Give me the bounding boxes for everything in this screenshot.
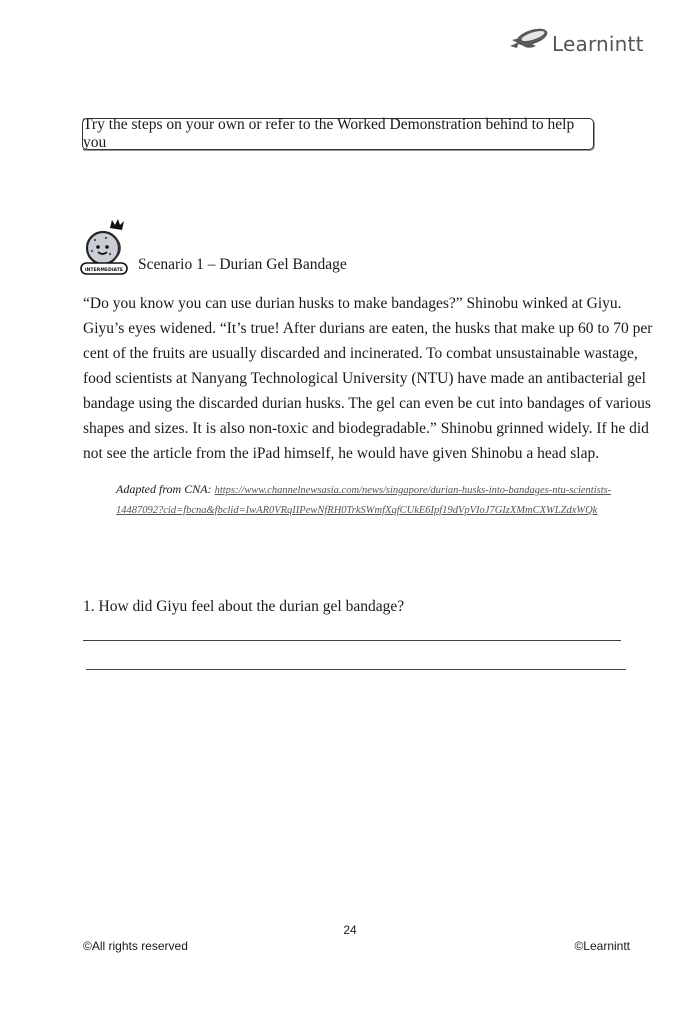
durian-crown-mascot-icon bbox=[80, 218, 132, 276]
story-line: shapes and sizes. It is also non-toxic and biodegradable.” Shinobu grinned widely. If he did bbox=[83, 420, 649, 437]
question-1: 1. How did Giyu feel about the durian gel bandage? bbox=[83, 598, 405, 615]
brand-name: Learnintt bbox=[552, 32, 644, 56]
story-line: bandage using the discarded durian husks. The gel can even be cut into bandages of various bbox=[83, 395, 651, 412]
answer-line[interactable] bbox=[86, 669, 626, 670]
story-line: “Do you know you can use durian husks to make bandages?” Shinobu winked at Giyu. bbox=[83, 295, 622, 312]
story-line: not see the article from the iPad himself, he would have given Shinobu a head slap. bbox=[83, 445, 600, 462]
brand-logo bbox=[508, 26, 644, 56]
copyright-left: ©All rights reserved bbox=[83, 939, 188, 953]
instruction-box bbox=[82, 118, 594, 150]
story-paragraph bbox=[83, 291, 653, 466]
badge-label: INTERMEDIATE bbox=[84, 268, 124, 273]
story-line: Giyu’s eyes widened. “It’s true! After durians are eaten, the husks that make up 60 to 70 per bbox=[83, 320, 653, 337]
instruction-text: Try the steps on your own or refer to the Worked Demonstration behind to help you bbox=[83, 116, 575, 151]
source-label: Adapted from CNA: bbox=[116, 482, 212, 496]
scenario-title: Scenario 1 – Durian Gel Bandage bbox=[138, 256, 347, 273]
answer-line[interactable] bbox=[83, 640, 621, 641]
airship-icon bbox=[508, 26, 550, 52]
source-link-continued[interactable]: 14487092?cid=fbcna&fbclid=IwAR0VRqIIPewNfRH0TrkSWmfXqfCUkE6Ipf19dVpVIoJ7GIzXMmCXWLZdxWQk bbox=[116, 505, 598, 516]
scenario-header bbox=[80, 218, 347, 276]
intermediate-badge bbox=[80, 218, 132, 276]
source-citation bbox=[116, 480, 646, 520]
copyright-right: ©Learnintt bbox=[574, 939, 630, 953]
source-link[interactable]: https://www.channelnewsasia.com/news/singapore/durian-husks-into-bandages-ntu-scientists- bbox=[214, 485, 612, 496]
story-line: food scientists at Nanyang Technological University (NTU) have made an antibacterial gel bbox=[83, 370, 646, 387]
story-line: cent of the fruits are usually discarded and incinerated. To combat unsustainable wastage, bbox=[83, 345, 638, 362]
page-number: 24 bbox=[343, 923, 357, 937]
